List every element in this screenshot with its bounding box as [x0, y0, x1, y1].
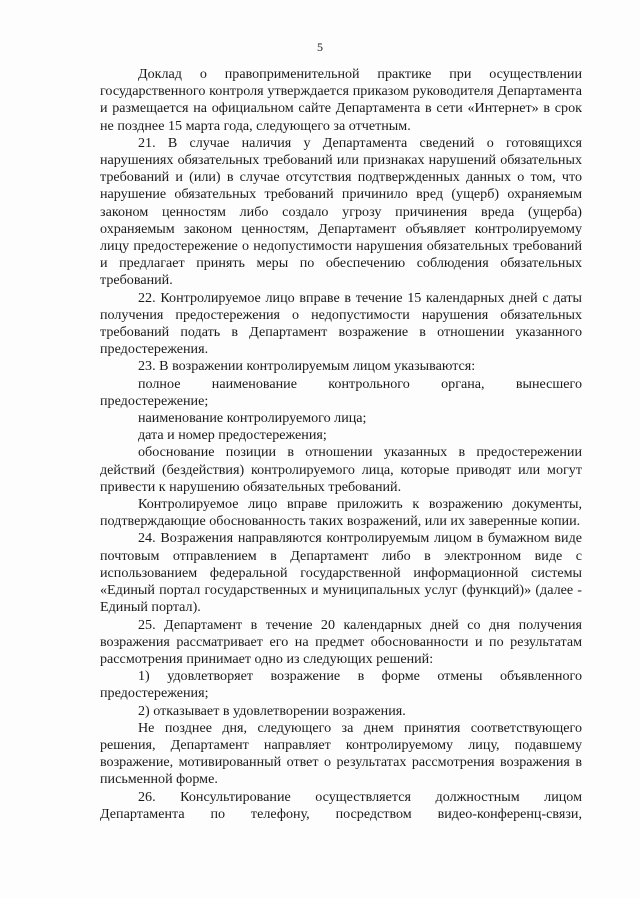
- paragraph-25: 25. Департамент в течение 20 календарных дней со дня получения возражения рассматривает его на предмет обоснованности и по результатам рассмотрения принимает одно из следующих решений:: [100, 616, 582, 667]
- list-item-decision-refuse: 2) отказывает в удовлетворении возражения.: [138, 702, 406, 719]
- paragraph-report-approval: Доклад о правоприменительной практике при осуществлении государственного контроля утверждается приказом руководителя Департамента и размещается на официальном сайте Департамента в сети «Интернет» в срок не позднее 15 марта года, следующего за отчетным.: [100, 66, 582, 134]
- paragraph-23: 23. В возражении контролируемым лицом указываются:: [138, 358, 476, 375]
- paragraph-22: 22. Контролируемое лицо вправе в течение 15 календарных дней с даты получения предостережения о недопустимости нарушения обязательных требований подать в Департамент возражение в отношении указанного предостережения.: [100, 289, 582, 358]
- paragraph-26: 26. Консультирование осуществляется должностным лицом Департамента по телефону, посредством видео-конференц-связи,: [100, 788, 582, 822]
- paragraph-24: 24. Возражения направляются контролируемым лицом в бумажном виде почтовым отправлением в Департамент либо в электронном виде с использованием федеральной государственной информационной системы «Единый портал государственных и муниципальных услуг (функций)» (далее - Единый портал).: [100, 530, 582, 616]
- list-item-decision-satisfy: 1) удовлетворяет возражение в форме отмены объявленного предостережения;: [100, 668, 582, 702]
- document-body: [100, 66, 582, 823]
- list-item-warning-date-number: дата и номер предостережения;: [138, 427, 327, 444]
- page-number: 5: [317, 40, 323, 54]
- list-item-controlled-person-name: наименование контролируемого лица;: [138, 410, 367, 427]
- list-item-position-justification: обоснование позиции в отношении указанных в предостережении действий (бездействия) контролируемого лица, которые приводят или могут привести к нарушению обязательных требований.: [100, 444, 582, 495]
- paragraph-response-deadline: Не позднее дня, следующего за днем принятия соответствующего решения, Департамент направляет контролируемому лицу, подавшему возражение, мотивированный ответ о результатах рассмотрения возражения в письменной форме.: [100, 719, 582, 788]
- paragraph-attachments: Контролируемое лицо вправе приложить к возражению документы, подтверждающие обоснованность таких возражений, или их заверенные копии.: [100, 496, 582, 530]
- list-item-control-body-name: полное наименование контрольного органа, вынесшего предостережение;: [100, 375, 582, 409]
- paragraph-21: 21. В случае наличия у Департамента сведений о готовящихся нарушениях обязательных требований или признаках нарушений обязательных требований и (или) в случае отсутствия подтвержденных данных о том, что нарушение обязательных требований причинило вред (ущерб) охраняемым законом ценностям либо создало угрозу причинения вреда (ущерба) охраняемым законом ценностям, Департамент объявляет контролируемому лицу предостережение о недопустимости нарушения обязательных требований и предлагает принять меры по обеспечению соблюдения обязательных требований.: [100, 134, 582, 289]
